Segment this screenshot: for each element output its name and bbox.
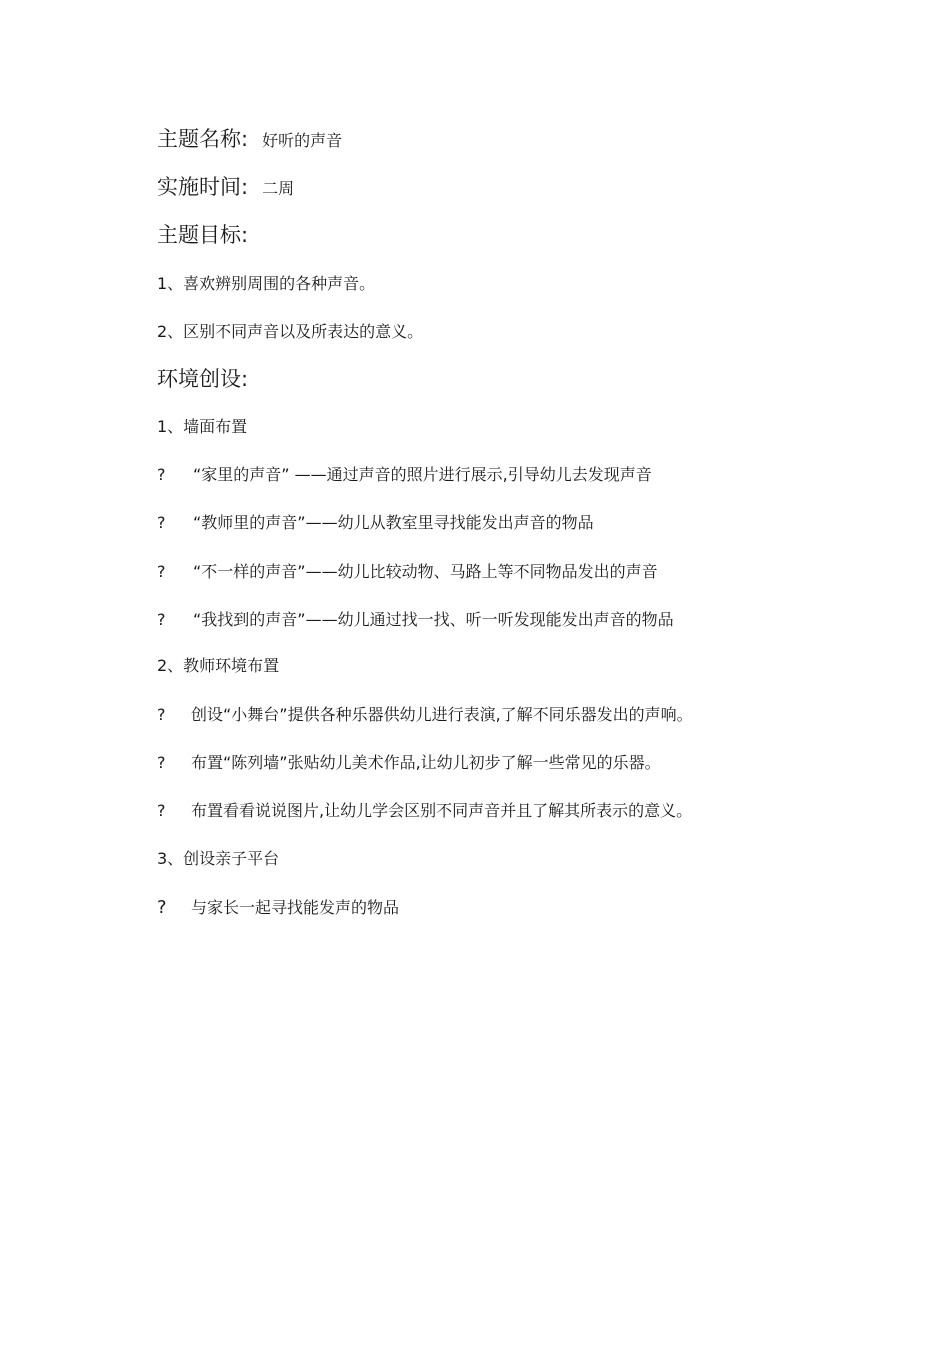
environment-heading: 环境创设: bbox=[157, 367, 249, 391]
bullet-marker: ? bbox=[157, 897, 167, 918]
theme-name-label: 主题名称: bbox=[157, 127, 249, 151]
bullet-marker: ? bbox=[157, 705, 166, 724]
list-item bbox=[157, 564, 658, 580]
list-item bbox=[157, 707, 693, 723]
goals-heading: 主题目标: bbox=[157, 223, 249, 247]
bullet-marker: ? bbox=[157, 513, 166, 532]
section-title-wall: 1、墙面布置 bbox=[157, 417, 248, 436]
list-item-text: 与家长一起寻找能发声的物品 bbox=[191, 898, 400, 917]
list-item bbox=[157, 899, 399, 917]
list-item-text: “教师里的声音”——幼儿从教室里寻找能发出声音的物品 bbox=[193, 513, 594, 532]
duration-label: 实施时间: bbox=[157, 175, 249, 199]
bullet-marker: ? bbox=[157, 610, 166, 629]
list-item bbox=[157, 755, 661, 771]
section-title-teacher-env: 2、教师环境布置 bbox=[157, 656, 280, 675]
goal-item-1: 1、喜欢辨别周围的各种声音。 bbox=[157, 274, 376, 293]
list-item-text: “我找到的声音”——幼儿通过找一找、听一听发现能发出声音的物品 bbox=[193, 610, 674, 629]
theme-name-row bbox=[157, 129, 342, 150]
section-title-parent-platform: 3、创设亲子平台 bbox=[157, 849, 280, 868]
list-item bbox=[157, 612, 674, 628]
list-item-text: “家里的声音” ——通过声音的照片进行展示,引导幼儿去发现声音 bbox=[193, 465, 652, 484]
goal-item-2: 2、区别不同声音以及所表达的意义。 bbox=[157, 322, 424, 341]
list-item bbox=[157, 515, 594, 531]
list-item-text: 布置“陈列墙”张贴幼儿美术作品,让幼儿初步了解一些常见的乐器。 bbox=[191, 753, 661, 772]
bullet-marker: ? bbox=[157, 801, 166, 820]
bullet-marker: ? bbox=[157, 753, 166, 772]
list-item-text: 创设“小舞台”提供各种乐器供幼儿进行表演,了解不同乐器发出的声响。 bbox=[191, 705, 693, 724]
list-item-text: 布置看看说说图片,让幼儿学会区别不同声音并且了解其所表示的意义。 bbox=[191, 801, 693, 820]
list-item bbox=[157, 803, 692, 819]
duration-row bbox=[157, 177, 294, 198]
bullet-marker: ? bbox=[157, 562, 166, 581]
list-item-text: “不一样的声音”——幼儿比较动物、马路上等不同物品发出的声音 bbox=[193, 562, 658, 581]
theme-name-value: 好听的声音 bbox=[262, 131, 343, 150]
duration-value: 二周 bbox=[262, 179, 295, 198]
bullet-marker: ? bbox=[157, 465, 166, 484]
list-item bbox=[157, 467, 652, 483]
